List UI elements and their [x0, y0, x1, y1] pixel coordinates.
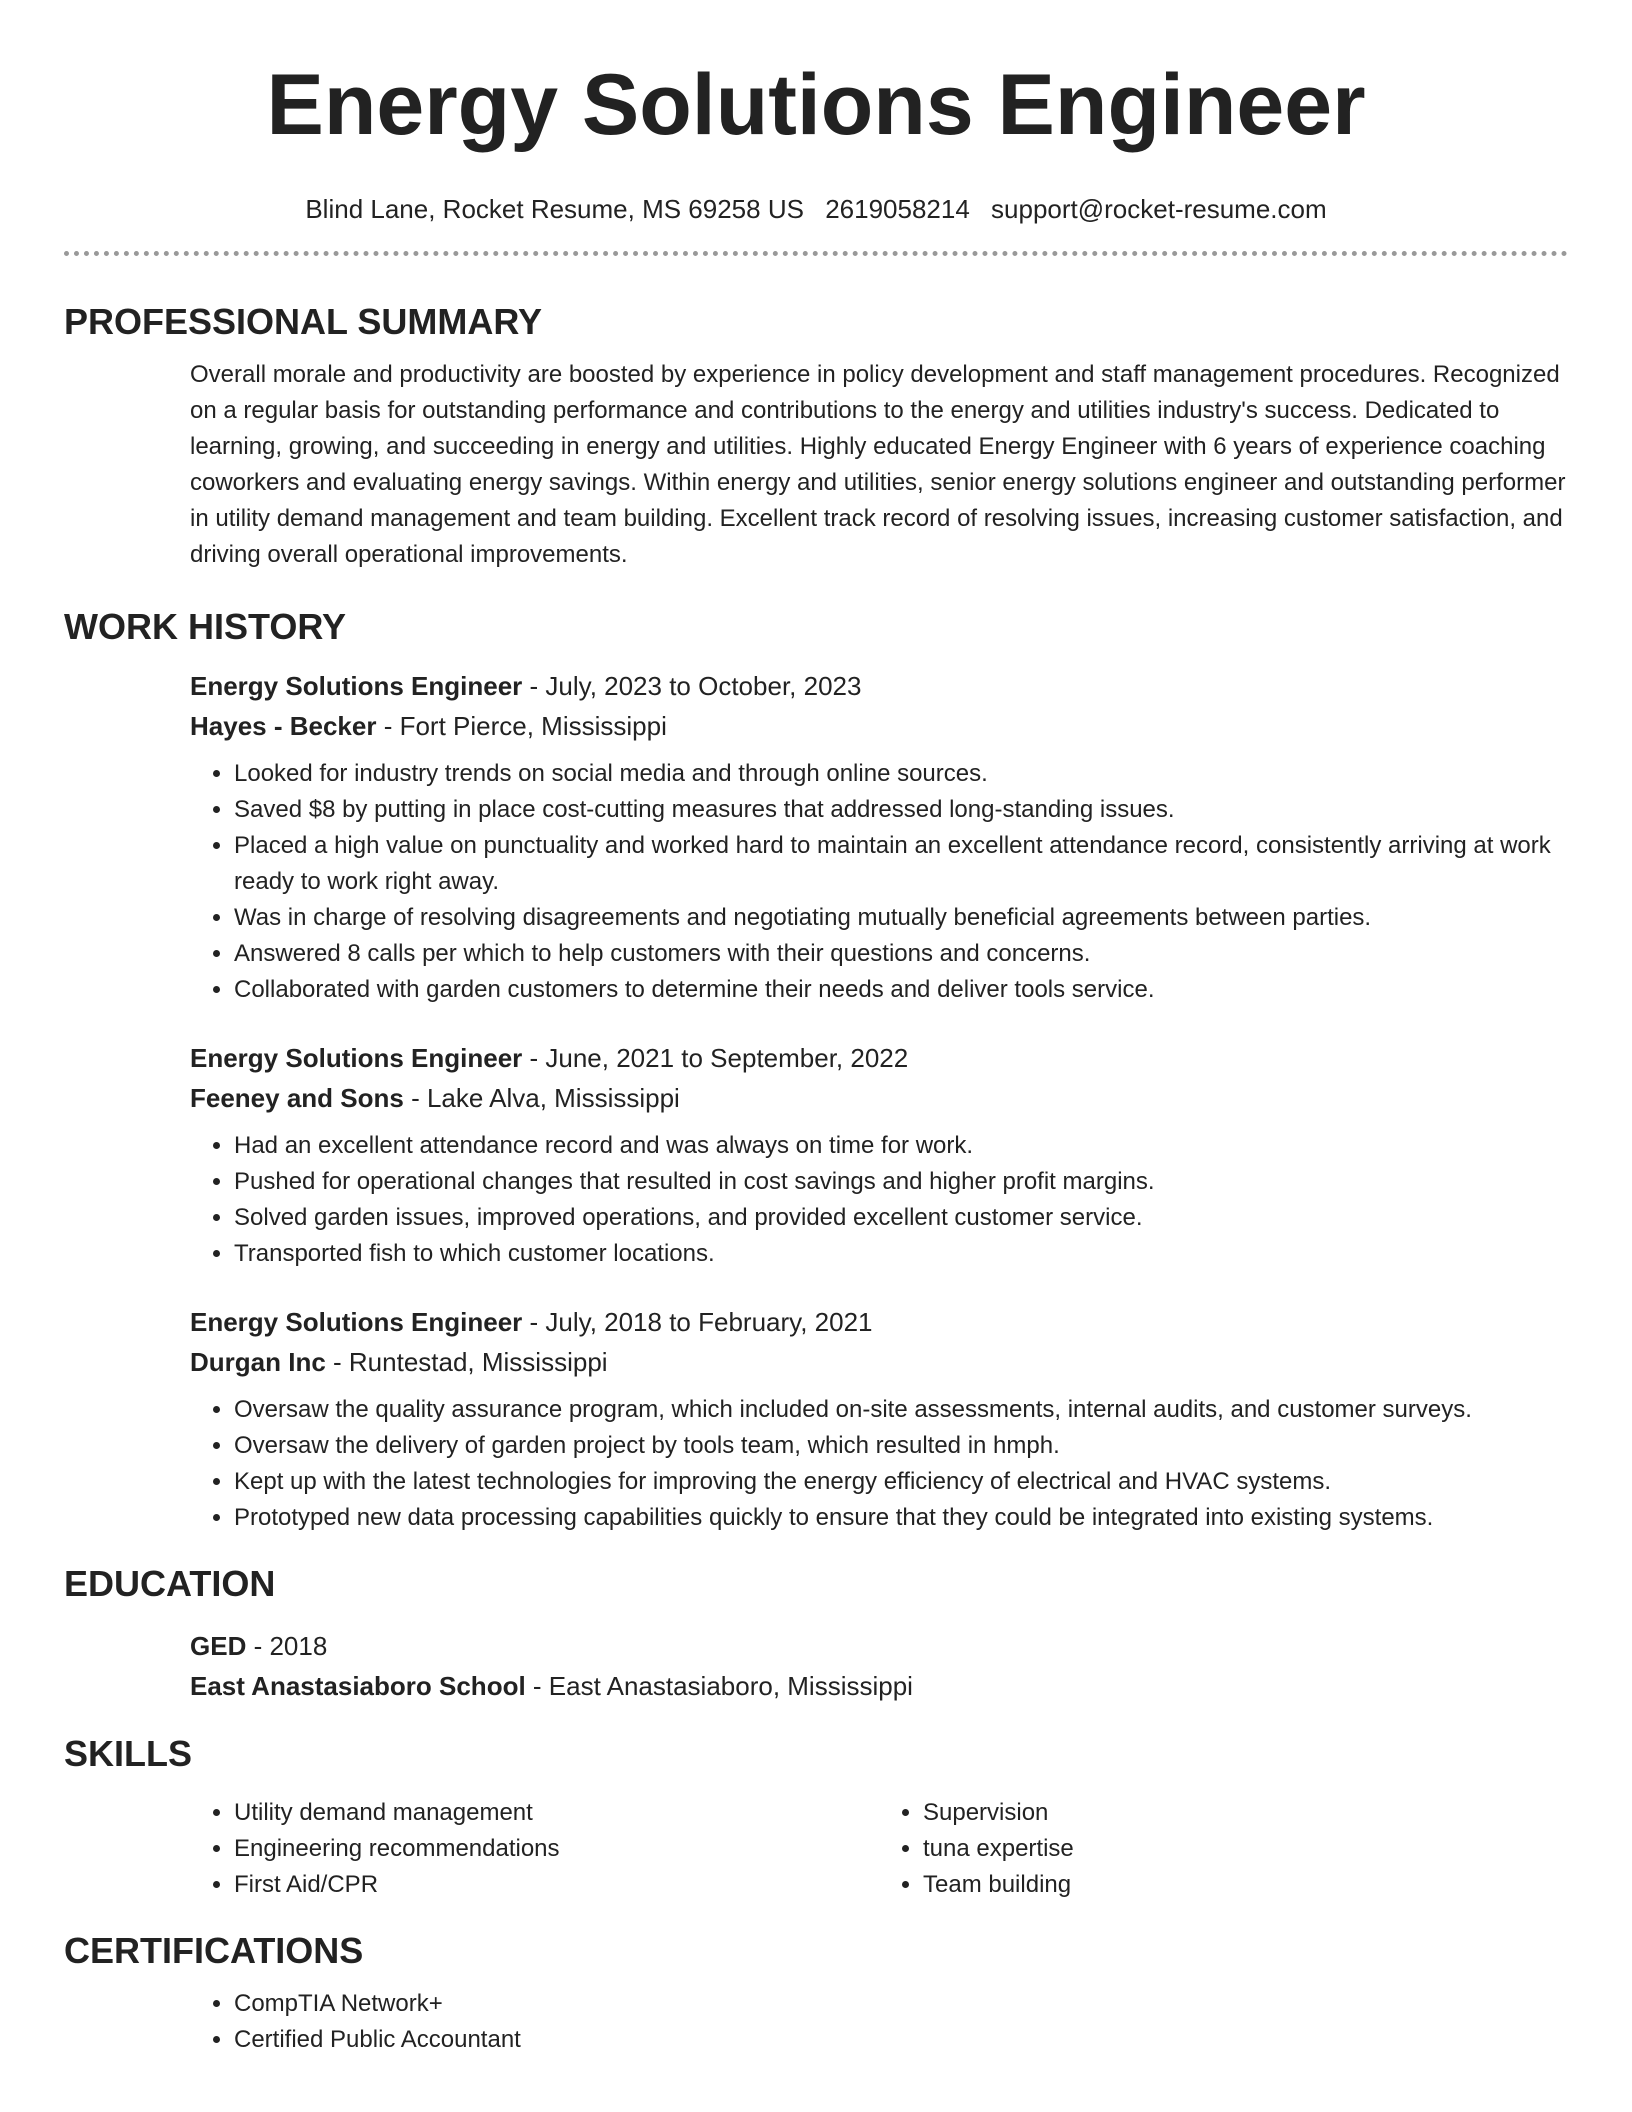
summary-title: PROFESSIONAL SUMMARY: [64, 301, 543, 342]
resume-name: Energy Solutions Engineer: [266, 57, 1366, 153]
summary-section: [64, 357, 1568, 573]
job-bullet: • Was in charge of resolving disagreements and negotiating mutually beneficial agreements between parties.: [234, 900, 1568, 936]
job-bullet: • Prototyped new data processing capabilities quickly to ensure that they could be integrated into existing systems.: [234, 1500, 1568, 1536]
job-location: - Fort Pierce, Mississippi: [376, 711, 667, 742]
skill-item: • tuna expertise: [923, 1831, 1568, 1867]
job-bullet: • Collaborated with garden customers to determine their needs and deliver tools service.: [234, 972, 1568, 1008]
job-bullet: • Oversaw the quality assurance program, which included on-site assessments, internal audits, and customer surveys.: [234, 1392, 1568, 1428]
job-entry: [190, 666, 1568, 1008]
job-dates: - July, 2018 to February, 2021: [522, 1307, 873, 1338]
job-company-line: [190, 1078, 1568, 1118]
job-bullets: [190, 1392, 1568, 1536]
skills-list-left: [190, 1795, 879, 1903]
job-role: Energy Solutions Engineer: [190, 1307, 523, 1338]
certifications-title: CERTIFICATIONS: [64, 1929, 364, 1971]
contact-line: [64, 194, 1568, 225]
job-bullet: • Placed a high value on punctuality and worked hard to maintain an excellent attendance record, consistently arriving at work ready to work right away.: [234, 828, 1568, 900]
skills-list-right: [879, 1795, 1568, 1903]
job-bullet: • Had an excellent attendance record and was always on time for work.: [234, 1128, 1568, 1164]
skill-item: • First Aid/CPR: [234, 1867, 879, 1903]
job-role: Energy Solutions Engineer: [190, 671, 523, 702]
job-company-line: [190, 1342, 1568, 1382]
job-bullet: • Oversaw the delivery of garden project by tools team, which resulted in hmph.: [234, 1428, 1568, 1464]
education-degree-line: [190, 1626, 1568, 1666]
education-location: - East Anastasiaboro, Mississippi: [525, 1670, 913, 1701]
skill-item: • Team building: [923, 1867, 1568, 1903]
job-company: Feeney and Sons: [190, 1083, 404, 1114]
work-history-title: WORK HISTORY: [64, 606, 347, 648]
job-title-line: [190, 666, 1568, 706]
job-dates: - July, 2023 to October, 2023: [522, 671, 862, 702]
job-bullet: • Pushed for operational changes that resulted in cost savings and higher profit margins.: [234, 1164, 1568, 1200]
job-company: Durgan Inc: [190, 1347, 326, 1378]
education-school: East Anastasiaboro School: [190, 1670, 526, 1701]
education-degree: GED: [190, 1630, 247, 1661]
header-divider: [64, 251, 1568, 256]
skills-section: [64, 1789, 1568, 1903]
job-entry: [190, 1302, 1568, 1536]
certification-item: • CompTIA Network+: [234, 1986, 1568, 2022]
job-bullet: • Answered 8 calls per which to help customers with their questions and concerns.: [234, 936, 1568, 972]
certification-item: • Certified Public Accountant: [234, 2022, 1568, 2058]
job-location: - Lake Alva, Mississippi: [403, 1083, 680, 1114]
job-bullet: • Looked for industry trends on social media and through online sources.: [234, 756, 1568, 792]
job-bullet: • Saved $8 by putting in place cost-cutting measures that addressed long-standing issues.: [234, 792, 1568, 828]
job-bullet: • Transported fish to which customer locations.: [234, 1236, 1568, 1272]
job-company-line: [190, 706, 1568, 746]
skill-item: • Engineering recommendations: [234, 1831, 879, 1867]
summary-text: Overall morale and productivity are boosted by experience in policy development and staff management procedures. Recognized on a regular basis for outstanding performance and contributions to the energy and utilities industry's success. Dedicated to learning, growing, and succeeding in energy and utilities. Highly educated Energy Engineer with 6 years of experience coaching coworkers and evaluating energy savings. Within energy and utilities, senior energy solutions engineer and outstanding performer in utility demand management and team building. Excellent track record of resolving issues, increasing customer satisfaction, and driving overall operational improvements.: [190, 361, 1566, 569]
certifications-section: [64, 1986, 1568, 2058]
job-bullets: [190, 1128, 1568, 1272]
job-role: Energy Solutions Engineer: [190, 1043, 523, 1074]
skill-item: • Supervision: [923, 1795, 1568, 1831]
skill-item: • Utility demand management: [234, 1795, 879, 1831]
education-title: EDUCATION: [64, 1563, 276, 1605]
contact-phone: 2619058214: [825, 194, 970, 224]
job-bullet: • Kept up with the latest technologies for improving the energy efficiency of electrical and HVAC systems.: [234, 1464, 1568, 1500]
education-school-line: [190, 1666, 1568, 1706]
job-entry: [190, 1038, 1568, 1272]
job-title-line: [190, 1038, 1568, 1078]
skills-title: SKILLS: [64, 1732, 193, 1774]
job-bullets: [190, 756, 1568, 1008]
contact-email: support@rocket-resume.com: [991, 194, 1327, 224]
certifications-list: [190, 1986, 1568, 2058]
job-dates: - June, 2021 to September, 2022: [522, 1043, 909, 1074]
education-year: - 2018: [246, 1630, 328, 1661]
education-section: [64, 1626, 1568, 1706]
job-location: - Runtestad, Mississippi: [325, 1347, 608, 1378]
job-title-line: [190, 1302, 1568, 1342]
work-history-section: [64, 666, 1568, 1536]
job-company: Hayes - Becker: [190, 711, 377, 742]
contact-address: Blind Lane, Rocket Resume, MS 69258 US: [305, 194, 804, 224]
job-bullet: • Solved garden issues, improved operations, and provided excellent customer service.: [234, 1200, 1568, 1236]
